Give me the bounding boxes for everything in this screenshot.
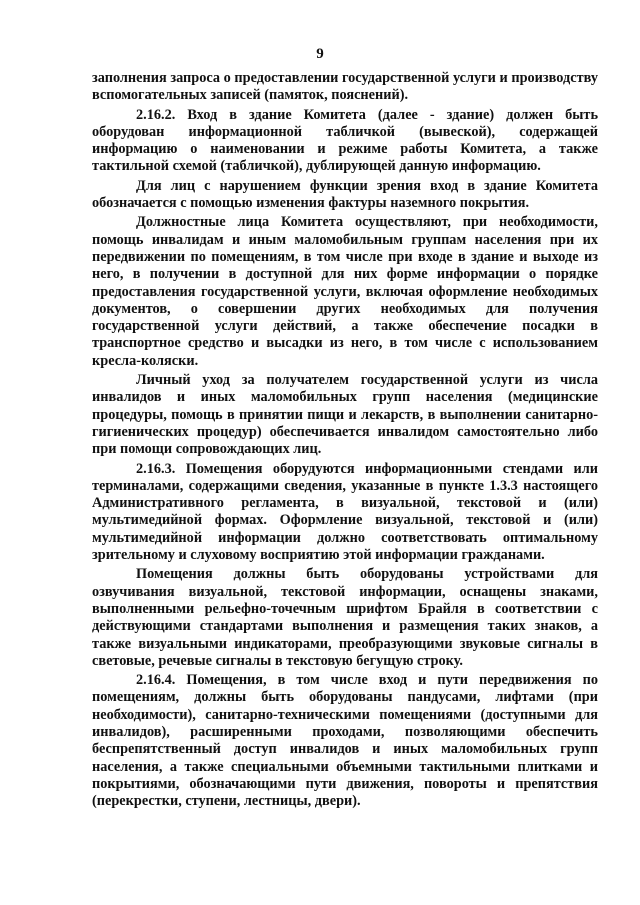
paragraph-continuation: заполнения запроса о предоставлении государственной услуги и производству вспомогательных записей (памяток, пояснений).: [92, 70, 598, 104]
paragraph-vision-impaired: Для лиц с нарушением функции зрения вход в здание Комитета обозначается с помощью изменения фактуры наземного покрытия.: [92, 177, 598, 212]
paragraph-officials-assistance: Должностные лица Комитета осуществляют, при необходимости, помощь инвалидам и иным маломобильным группам населения при их передвижении по помещениям, в том числе при входе в здание и выходе из него, в получении в доступной для них форме информации о порядке предоставления государственной услуги, включая оформление необходимых документов, о совершении других необходимых для получения государственной услуги действий, а также обеспечение посадки в транспортное средство и высадки из него, в том числе с использованием кресла-коляски.: [92, 214, 598, 369]
paragraph-2-16-3: 2.16.3. Помещения оборудуются информационными стендами или терминалами, содержащими сведения, указанные в пункте 1.3.3 настоящего Административного регламента, в визуальной, текстовой и (или) мультимедийной формах. Оформление визуальной, текстовой и (или) мультимедийной информации должно соответствовать оптимальному зрительному и слуховому восприятию этой информации гражданами.: [92, 460, 598, 564]
paragraph-audio-devices: Помещения должны быть оборудованы устройствами для озвучивания визуальной, текстовой информации, оснащены знаками, выполненными рельефно-точечным шрифтом Брайля в соответствии с действующими стандартами выполнения и размещения таких знаков, а также визуальными индикаторами, преобразующими звуковые сигналы в световые, речевые сигналы в текстовую бегущую строку.: [92, 566, 598, 669]
document-body: [92, 70, 598, 810]
paragraph-2-16-2: 2.16.2. Вход в здание Комитета (далее - здание) должен быть оборудован информационной табличкой (вывеской), содержащей информацию о наименовании и режиме работы Комитета, а также тактильной схемой (табличкой), дублирующей данную информацию.: [92, 106, 598, 175]
paragraph-personal-care: Личный уход за получателем государственной услуги из числа инвалидов и иных маломобильных групп населения (медицинские процедуры, помощь в принятии пищи и лекарств, в выполнении санитарно-гигиенических процедур) обеспечивается инвалидом самостоятельно либо при помощи сопровождающих лиц.: [92, 372, 598, 458]
paragraph-2-16-4: 2.16.4. Помещения, в том числе вход и пути передвижения по помещениям, должны быть оборудованы пандусами, лифтами (при необходимости), санитарно-техническими помещениями (доступными для инвалидов), расширенными проходами, позволяющими обеспечить беспрепятственный доступ инвалидов и иных маломобильных групп населения, а также специальными объемными тактильными плитками и покрытиями, обозначающими пути движения, повороты и препятствия (перекрестки, ступени, лестницы, двери).: [92, 672, 598, 810]
page-number: 9: [316, 46, 324, 62]
